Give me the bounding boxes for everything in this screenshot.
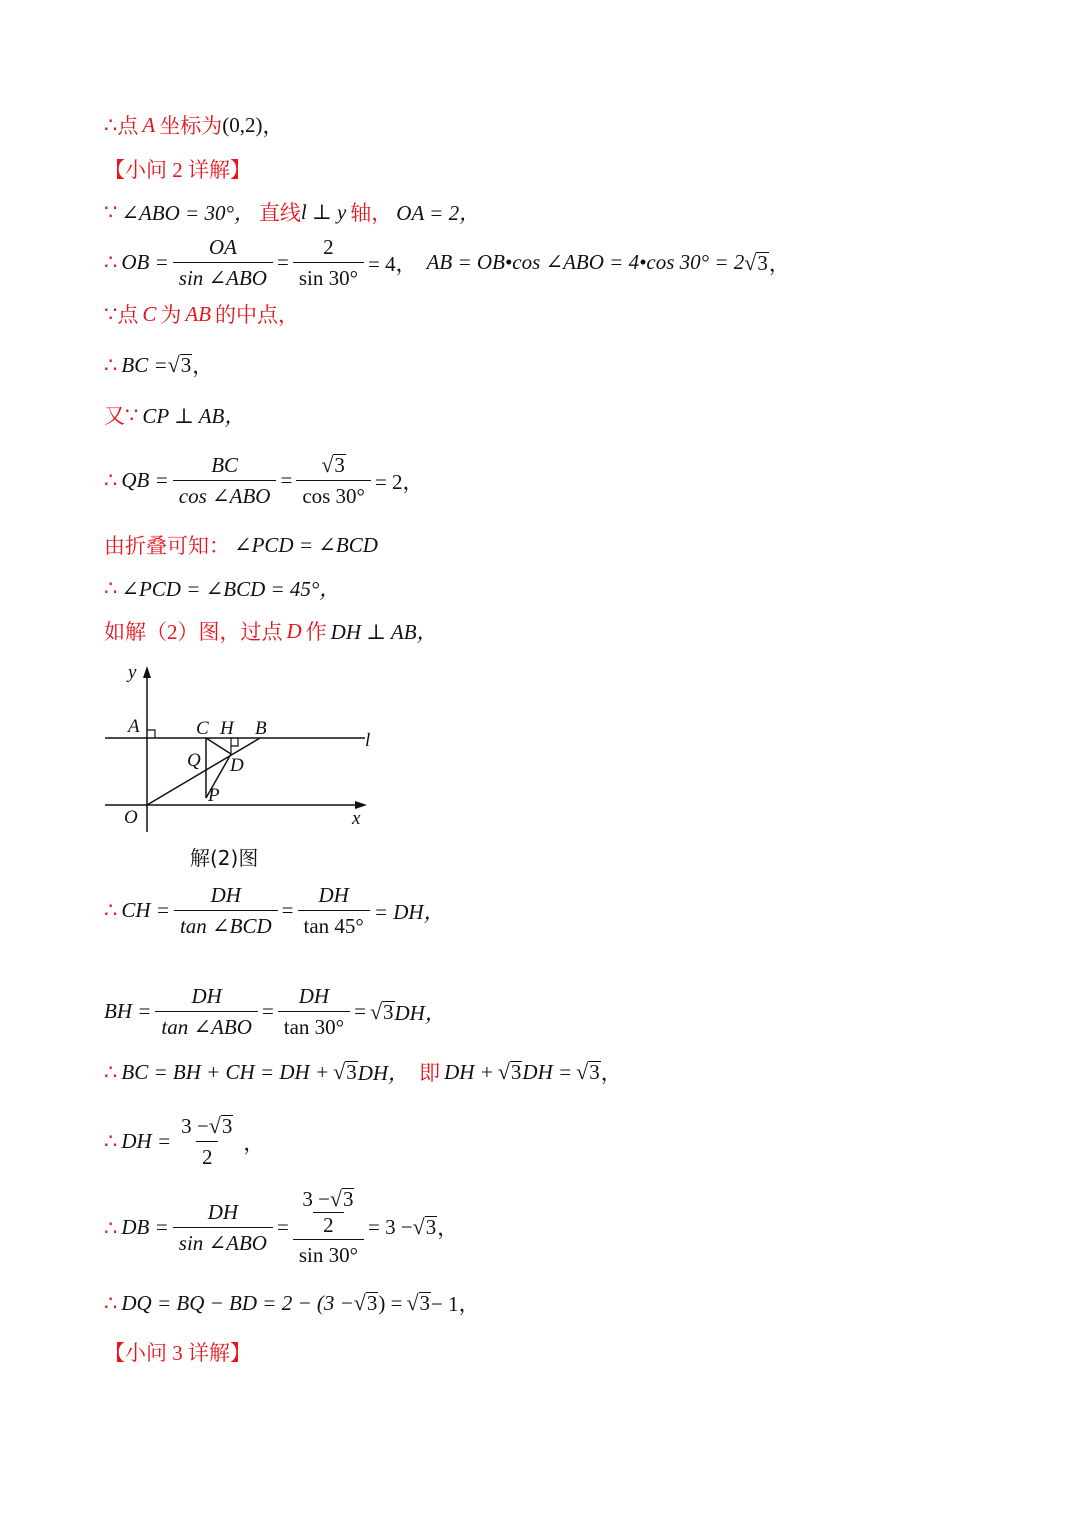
text: 坐标为 [159,114,223,138]
lhs: CH = [121,898,170,922]
segment-cd [206,738,231,754]
equals: = [276,250,289,274]
heading-text: 【小问 3 详解】 [104,1341,251,1365]
because-symbol: ∵ [125,402,139,427]
text: 又 [104,404,125,428]
line-dq [104,1288,480,1318]
line-db [104,1186,458,1268]
therefore-symbol: ∴ [104,112,118,137]
perp-expression: CP ⊥ AB， [142,404,246,428]
expression: DH + [444,1059,494,1084]
ab-expression: AB = OB•cos ∠ABO = 4•cos 30° = 2 [426,250,745,274]
fraction: $\frac{DH}{\tan 30^\circ}$ [278,983,350,1040]
because-symbol: ∵ [104,301,118,326]
var-c: C [142,301,157,326]
sqrt: √ 3 [497,1059,522,1084]
text: 作 [305,620,327,644]
result: = 4， [367,251,417,276]
line-qb [104,452,424,509]
line-ob-ab [104,234,790,291]
text: 点 [117,303,139,327]
label-o: O [124,807,138,828]
line-bc-equation [104,1057,622,1087]
text: 直线 [258,201,301,225]
label-y: y [128,662,137,683]
label-a: A [128,716,140,737]
text: 即 [419,1061,441,1085]
therefore-symbol: ∴ [104,1059,118,1084]
coordinate: (0,2) [222,112,263,137]
equals: = [276,1214,289,1239]
label-c: C [196,718,209,739]
because-symbol: ∵ [104,199,118,224]
label-x: x [352,808,361,829]
label-q: Q [187,750,201,771]
line-given-conditions [104,197,480,227]
label-h: H [220,718,234,739]
punct: ， [243,1130,265,1155]
equals: = [354,999,366,1023]
fraction: $\frac{DH}{\text{tan ∠ABO}}$ [155,983,258,1040]
equals: = [281,898,294,922]
therefore-symbol: ∴ [104,898,118,922]
sqrt: √ 3 [167,352,192,377]
sqrt: √ 3 [406,1290,431,1315]
expression: DH = [522,1059,573,1084]
punct: ， [437,1216,459,1240]
equals: = [261,999,274,1023]
therefore-symbol: ∴ [104,575,118,600]
perp-condition: l ⊥ y [300,199,347,224]
heading-part-3 [104,1337,251,1367]
fraction: $\frac{OA}{\text{sin ∠ABO}}$ [173,234,273,291]
therefore-symbol: ∴ [104,1216,118,1240]
right-angle-a [147,730,155,738]
lhs: QB = [121,468,169,492]
expression: BC = BH + CH = DH + [121,1059,330,1084]
line-folding [104,530,378,560]
line-bh [104,983,446,1040]
line-construct-dh [104,616,438,646]
text: 为 [160,303,182,327]
expression: ) = [378,1290,403,1315]
fraction: $\frac{DH}{\tan 45^\circ}$ [298,882,370,939]
lhs: BC = [121,352,168,377]
segment-ab: AB [185,301,212,326]
heading-text: 【小问 2 详解】 [104,158,251,182]
line-bc [104,350,213,380]
lhs: DB = [121,1214,169,1239]
punct: ， [768,251,790,276]
text: 如解（2）图，过点 [104,620,283,644]
label-p: P [208,785,220,806]
lhs: DH = [121,1129,172,1153]
sqrt: √ 3 [369,998,394,1024]
expression: − 1， [431,1292,480,1316]
line-ch [104,882,445,939]
expression: DH， [357,1061,410,1085]
punct: ， [192,354,214,378]
line-point-a-coordinates [104,110,283,140]
therefore-symbol: ∴ [104,1129,118,1153]
lhs: OB = [121,250,169,274]
text: 由折叠可知： [104,534,230,558]
line-midpoint [104,299,299,329]
var-d: D [286,618,302,643]
punct: ， [262,114,284,138]
fraction: $\frac{DH}{\text{sin ∠ABO}}$ [173,1199,273,1256]
fraction: $\frac{DH}{\text{tan ∠BCD}}$ [174,882,278,939]
geometry-figure [100,660,390,840]
figure-caption: 解(2)图 [190,846,259,870]
result: = DH， [373,899,445,924]
y-axis-arrow [143,666,151,678]
result: = 3 − [367,1214,413,1239]
result: = 2， [374,469,424,494]
length-condition: OA = 2， [396,201,481,225]
sqrt: √ 3 [333,1059,357,1084]
sqrt: √ 3 [412,1214,437,1239]
sqrt: √ 3 [576,1059,600,1084]
line-angle-45 [104,573,340,603]
fraction: 3 − √ 3 2 [181,1113,233,1169]
label-d: D [230,755,244,776]
sqrt: √ 3 [353,1290,378,1315]
punct: ， [600,1061,622,1085]
label-b: B [255,718,267,739]
therefore-symbol: ∴ [104,250,118,274]
line-dh-value [104,1113,264,1170]
fraction: $\frac{BC}{\text{cos ∠ABO}}$ [173,452,277,509]
text: 的中点， [215,303,300,327]
heading-part-2 [104,154,251,184]
angle-condition: ∠ABO = 30°， [121,201,255,225]
therefore-symbol: ∴ [104,1290,118,1315]
therefore-symbol: ∴ [104,468,118,492]
angle-equality: ∠PCD = ∠BCD [234,532,378,557]
expression: DQ = BQ − BD = 2 − (3 − [121,1290,354,1315]
line-cp-perp [104,400,245,430]
result: DH， [394,1000,446,1025]
label-l: l [365,730,371,751]
fraction: √ 3 cos 30° [296,452,371,509]
therefore-symbol: ∴ [104,352,118,377]
fraction: $\frac{2}{\sin 30^\circ}$ [293,234,364,291]
perp-expression: DH ⊥ AB， [330,620,438,644]
compound-fraction: 3 − √ 3 2 sin 30° [293,1186,364,1268]
lhs: BH = [104,999,152,1023]
text: 轴， [350,201,393,225]
angle-expression: ∠PCD = ∠BCD = 45°， [121,577,341,601]
var-a: A [142,112,156,137]
equals: = [280,468,293,492]
right-angle-h [231,738,238,746]
text: 点 [117,114,139,138]
sqrt: √ 3 [744,249,768,275]
